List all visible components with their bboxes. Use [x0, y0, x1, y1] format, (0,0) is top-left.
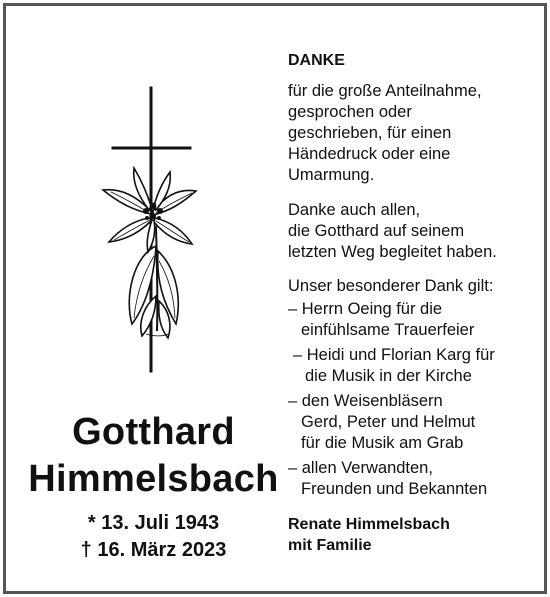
- text-line: – Herrn Oeing für die: [288, 300, 443, 318]
- text-line: für die Musik am Grab: [301, 434, 464, 452]
- signature-family: mit Familie: [288, 537, 372, 554]
- text-line: die Gotthard auf seinem: [288, 222, 465, 240]
- text-line: Händedruck oder eine: [288, 145, 451, 163]
- text-line: – den Weisenbläsern: [288, 392, 443, 410]
- text-line: gesprochen oder: [288, 103, 412, 121]
- text-line: letzten Weg begleitet haben.: [288, 243, 497, 261]
- text-line: Unser besonderer Dank gilt:: [288, 277, 494, 295]
- text-line: Freunden und Bekannten: [301, 480, 488, 498]
- cross-edelweiss-icon: [6, 6, 301, 386]
- thanks-column: [288, 6, 538, 591]
- text-line: – Heidi und Florian Karg für: [293, 346, 495, 364]
- text-line: geschrieben, für einen: [288, 124, 452, 142]
- deceased-first-name: Gotthard: [72, 411, 235, 453]
- text-line: einfühlsame Trauerfeier: [301, 321, 475, 339]
- text-line: Danke auch allen,: [288, 201, 421, 219]
- birth-date: * 13. Juli 1943: [87, 512, 220, 534]
- text-line: Umarmung.: [288, 166, 375, 184]
- text-line: für die große Anteilnahme,: [288, 82, 482, 100]
- text-line: die Musik in der Kirche: [305, 367, 472, 385]
- obituary-card: [3, 3, 547, 594]
- text-line: Gerd, Peter und Helmut: [301, 413, 476, 431]
- left-column: [6, 6, 301, 591]
- deceased-last-name: Himmelsbach: [28, 458, 279, 500]
- death-date: † 16. März 2023: [80, 539, 227, 561]
- thanks-heading: DANKE: [288, 52, 345, 69]
- signature-name: Renate Himmelsbach: [288, 516, 450, 533]
- text-line: – allen Verwandten,: [288, 459, 433, 477]
